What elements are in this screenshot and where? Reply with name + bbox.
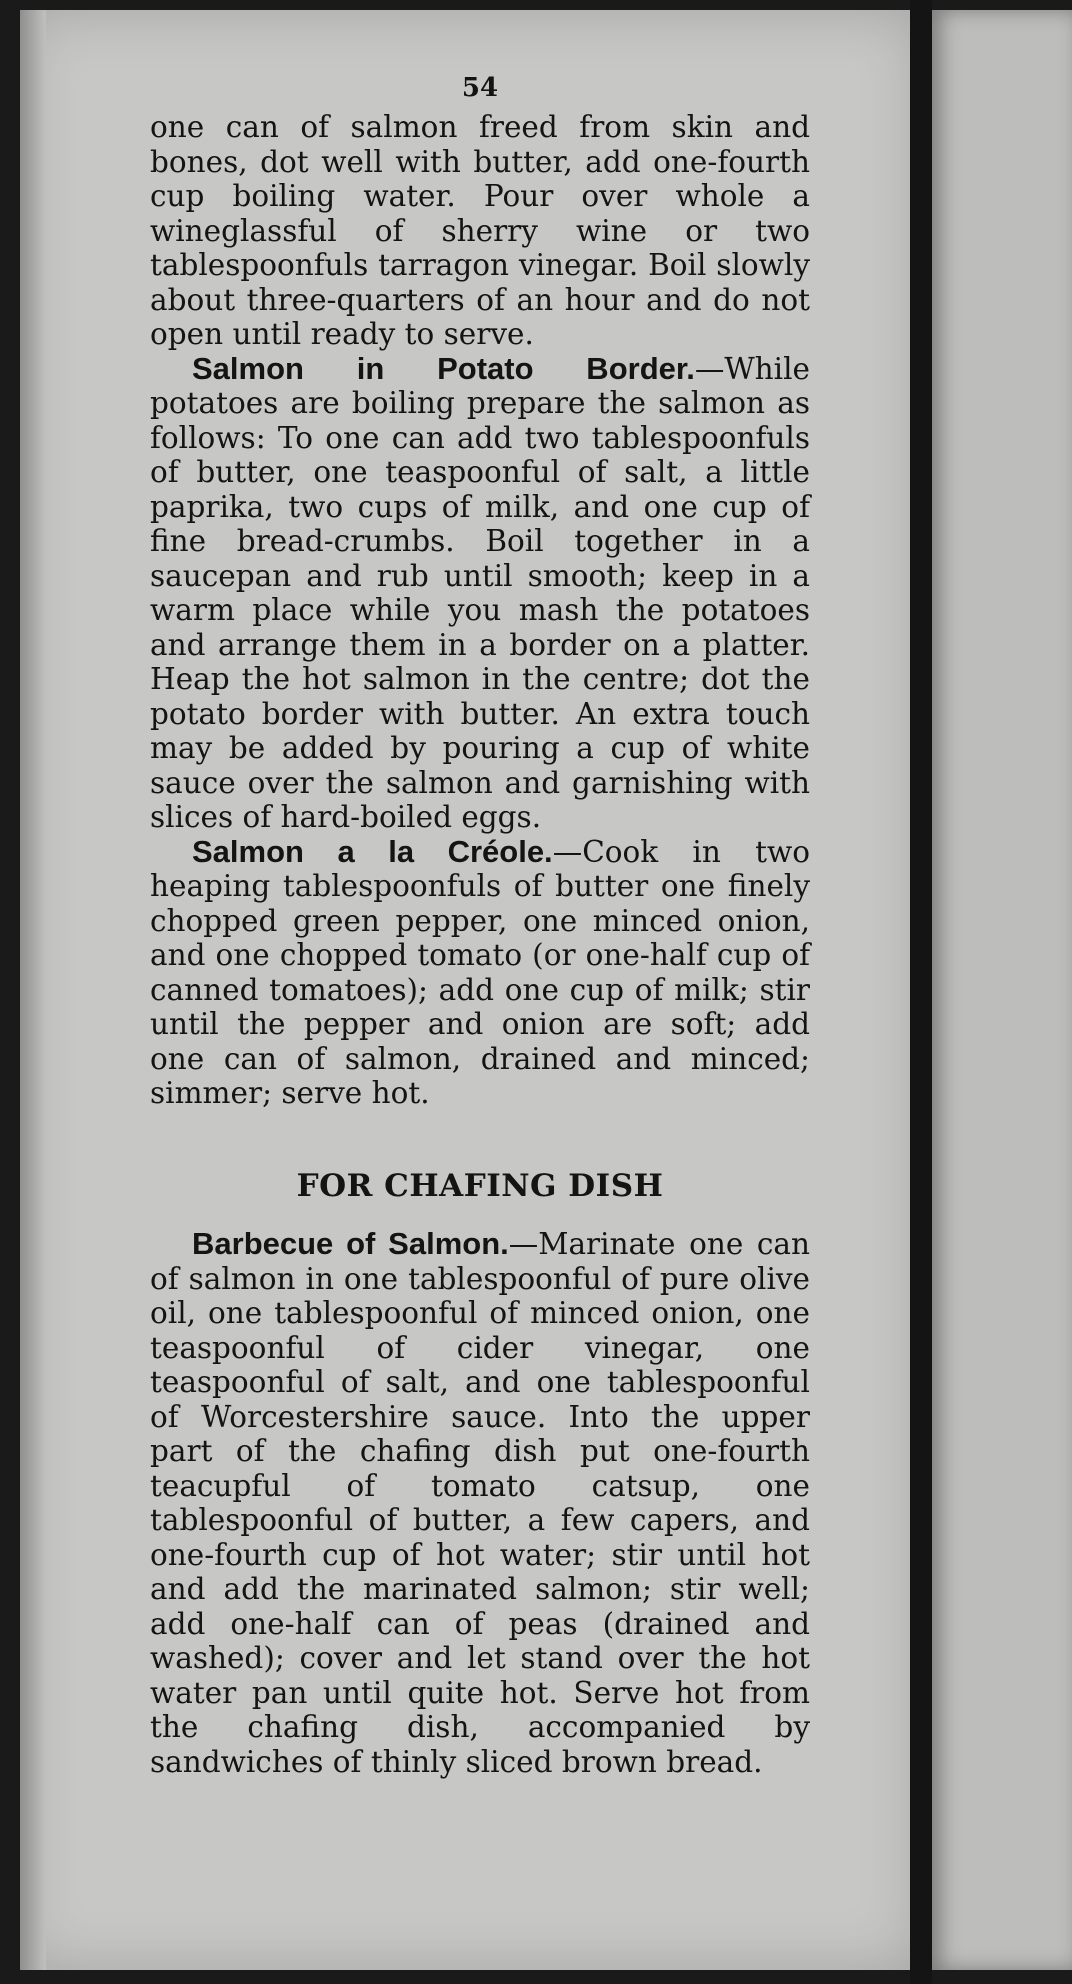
- recipe-heading: Barbecue of Salmon.: [192, 1226, 509, 1261]
- recipe-heading: Salmon in Potato Border.: [192, 350, 695, 386]
- page-content: [150, 68, 810, 1779]
- page-number: 54: [461, 73, 499, 103]
- recipe-continuation: [150, 110, 810, 352]
- paragraph-text: —Marinate one can of salmon in one tablespoonful of pure olive oil, one tablespoonful of minced onion, one teaspoonful of cider vinegar, one teaspoonful of salt, and one tablespoonful of Worcestershire sauce. Into the upper part of the chafing dish put one-fourth teacupful of tomato catsup, one tablespoonful of butter, a few capers, and one-fourth cup of hot water; stir until hot and add the marinated salmon; stir well; add one-half can of peas (drained and washed); cover and let stand over the hot water pan until quite hot. Serve hot from the chafing dish, accompanied by sandwiches of thinly sliced brown bread.: [150, 1227, 810, 1779]
- book-gutter: [910, 0, 932, 1984]
- paragraph-text: —Cook in two heaping tablespoonfuls of butter one finely chopped green pepper, one minced onion, and one chopped tomato (or one-half cup of canned tomatoes); add one cup of milk; stir until the pepper and onion are soft; add one can of salmon, drained and minced; simmer; serve hot.: [150, 834, 810, 1110]
- recipe-barbecue-of-salmon: [150, 1227, 810, 1779]
- paragraph-text: —While potatoes are boiling prepare the salmon as follows: To one can add two tablespoonfuls of butter, one teaspoonful of salt, a little paprika, two cups of milk, and one cup of fine bread-crumbs. Boil together in a saucepan and rub until smooth; keep in a warm place while you mash the potatoes and arrange them in a border on a platter. Heap the hot salmon in the centre; dot the potato border with butter. An extra touch may be added by pouring a cup of white sauce over the salmon and garnishing with slices of hard-boiled eggs.: [150, 351, 810, 834]
- paragraph-text: one can of salmon freed from skin and bones, dot well with butter, add one-fourth cup boiling water. Pour over whole a wineglassful of sherry wine or two tablespoonfuls tarragon vinegar. Boil slowly about three-quarters of an hour and do not open until ready to serve.: [150, 110, 810, 351]
- recipe-salmon-potato-border: [150, 352, 810, 835]
- section-title: FOR CHAFING DISH: [296, 1167, 664, 1204]
- recipe-heading: Salmon a la Créole.: [192, 833, 553, 869]
- page-edge-shadow: [20, 10, 46, 1970]
- recipe-salmon-creole: [150, 835, 810, 1111]
- adjacent-page: [932, 10, 1072, 1970]
